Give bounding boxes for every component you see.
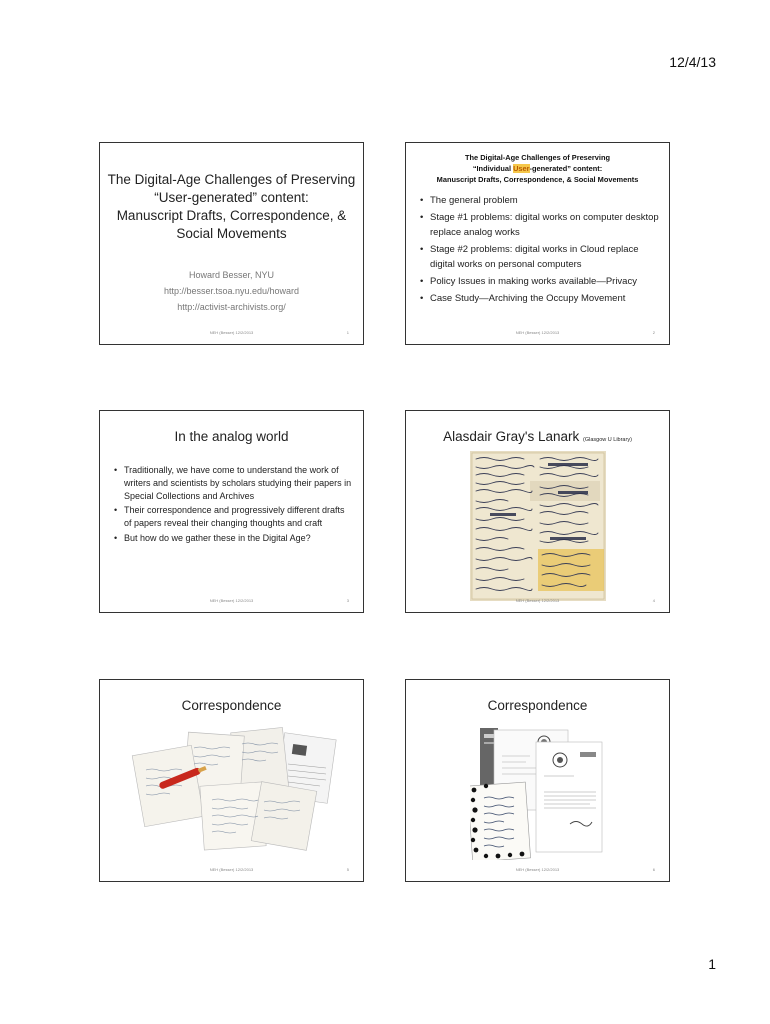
author-block xyxy=(106,267,357,315)
slide-footer xyxy=(406,867,669,875)
slide-title-text: Alasdair Gray's Lanark xyxy=(443,429,580,444)
title-text: “Individual xyxy=(472,164,514,173)
slide-footer xyxy=(100,867,363,875)
bullet-list xyxy=(114,464,353,547)
title-line: Manuscript Drafts, Correspondence, & xyxy=(116,208,347,223)
footer-text: NEH (Besser) 12/2/2013 xyxy=(209,330,254,335)
page-date: 12/4/13 xyxy=(669,54,716,70)
slide-number: 4 xyxy=(652,598,655,603)
slide-2 xyxy=(405,142,670,345)
activist-archivists-link[interactable]: http://activist-archivists.org/ xyxy=(177,302,286,312)
slide-title: Correspondence xyxy=(181,698,282,713)
title-line: The Digital-Age Challenges of Preserving xyxy=(465,153,610,162)
slide-4 xyxy=(405,410,670,613)
slide-number: 3 xyxy=(346,598,349,603)
footer-text: NEH (Besser) 12/2/2013 xyxy=(515,330,560,335)
slide-6 xyxy=(405,679,670,882)
slide-footer xyxy=(100,330,363,338)
bullet-item: • Traditionally, we have come to understand the work of writers and scientists by scholars studying their papers in Special Collections and Archives xyxy=(114,464,353,502)
slide-title: Correspondence xyxy=(487,698,588,713)
page-number: 1 xyxy=(708,956,716,972)
slide-title xyxy=(106,171,357,243)
footer-text: NEH (Besser) 12/2/2013 xyxy=(515,867,560,872)
author-homepage-link[interactable]: http://besser.tsoa.nyu.edu/howard xyxy=(163,286,300,296)
footer-text: NEH (Besser) 12/2/2013 xyxy=(209,598,254,603)
bullet-item: • Their correspondence and progressively different drafts of papers reveal their changing thoughts and craft xyxy=(114,504,353,530)
bullet-item: • Policy Issues in making works available—Privacy xyxy=(420,274,659,289)
slide-footer xyxy=(100,598,363,606)
letters-collage-image xyxy=(470,728,610,860)
title-line xyxy=(414,163,661,174)
slide-title-note: (Glasgow U Library) xyxy=(583,437,632,443)
title-line: Manuscript Drafts, Correspondence, & Social Movements xyxy=(436,175,639,184)
title-line: The Digital-Age Challenges of Preserving xyxy=(107,172,356,187)
slide-number: 2 xyxy=(652,330,655,335)
slide-title xyxy=(414,152,661,185)
slide-number: 1 xyxy=(346,330,349,335)
bullet-item: • Stage #1 problems: digital works on computer desktop replace analog works xyxy=(420,210,659,240)
author-name: Howard Besser, NYU xyxy=(188,270,275,280)
slide-number: 6 xyxy=(652,867,655,872)
bullet-item: • Stage #2 problems: digital works in Cloud replace digital works on personal computers xyxy=(420,242,659,272)
bullet-item: • Case Study—Archiving the Occupy Movement xyxy=(420,291,659,306)
title-text: -generated” content: xyxy=(529,164,603,173)
bullet-item: • But how do we gather these in the Digital Age? xyxy=(114,532,353,545)
bullet-list xyxy=(420,193,659,308)
slide-number: 5 xyxy=(346,867,349,872)
footer-text: NEH (Besser) 12/2/2013 xyxy=(515,598,560,603)
slide-footer xyxy=(406,598,669,606)
title-line: Social Movements xyxy=(176,226,287,241)
scattered-letters-image xyxy=(130,726,340,856)
highlighted-word: User xyxy=(513,164,530,173)
title-line: “User-generated” content: xyxy=(154,190,309,205)
slide-5 xyxy=(99,679,364,882)
bullet-item: • The general problem xyxy=(420,193,659,208)
slide-title: In the analog world xyxy=(174,429,289,444)
slide-title xyxy=(410,429,665,444)
slide-3 xyxy=(99,410,364,613)
manuscript-page-image xyxy=(470,451,606,601)
slide-1 xyxy=(99,142,364,345)
footer-text: NEH (Besser) 12/2/2013 xyxy=(209,867,254,872)
slide-footer xyxy=(406,330,669,338)
